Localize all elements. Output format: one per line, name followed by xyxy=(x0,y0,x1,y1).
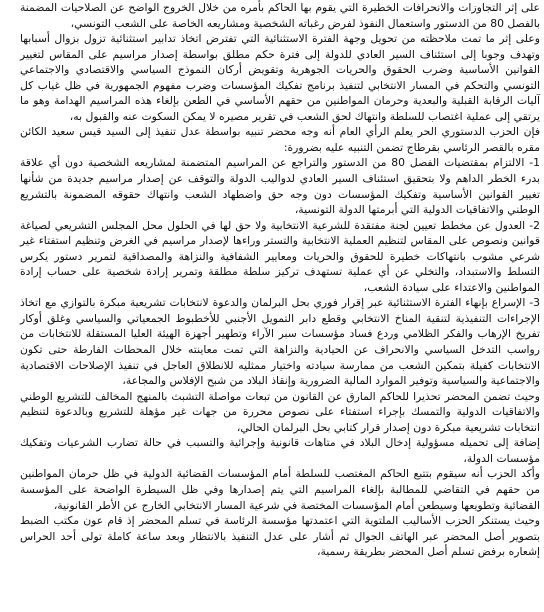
paragraph-demand-3: 3- الإسراع بإنهاء الفترة الاستثنائية عبر إقرار فوري بحل البرلمان والدعوة لانتخابات تشريعية مبكرة بالتوازي مع اتخاذ الإجراءات التنفيذية لتنقية المناخ الانتخابي وقطع دابر التمويل الأجنبي للأخطبوط الجمعياتي والسياسي وغلق أوكار تفريخ الإرهاب والفكر الظلامي وردع فساد مؤسسات سبر الآراء وتطهير أجهزة الهيئة العليا المستقلة للانتخابات من رواسب التدخل السياسي والانحراف عن الحيادية والنزاهة التي تمت معاينته خلال المحطات الفارطة حتى تكون الانتخابات كفيلة بتمكين الشعب من ممارسة سيادته واختيار ممثليه للانطلاق العاجل في تنفيذ الإصلاحات الاقتصادية والاجتماعية والسياسية وتوفير الموارد المالية الضرورية وإنقاذ البلاد من شبح الإفلاس والمجاعة، xyxy=(20,296,540,388)
paragraph-demand-2: 2- العدول عن مخطط تعيين لجنة مفتقدة للشرعية الانتخابية ولا حق لها في الحلول محل المجلس التشريعي لصياغة قوانين ونصوص على المقاس لتنظيم العملية الانتخابية والتستر وراءها لإصدار مراسيم في الغرض وتنظيم استفتاء غير شرعي مشوب بانتهاكات خطيرة للحقوق والحريات ومعايير الشفافية والنزاهة والمصداقية لتمرير دستور يكرس التسلط والاستبداد، والتخلي عن أي عملية تستهدف تركيز سلطة مطلقة وتمرير إرادة شخصية على حساب إرادة المواطنين والاعتداء على سيادة الشعب، xyxy=(20,218,540,294)
paragraph-demand-1: 1- الالتزام بمقتضيات الفصل 80 من الدستور والتراجع عن المراسيم المتضمنة لمشاريعه الشخصية دون أي علاقة بدرء الخطر الداهم ولا بتحقيق استئناف السير العادي لدواليب الدولة والتوقف عن إصدار مراسيم جديدة من شأنها تغيير القوانين الأساسية وتفكيك المؤسسات دون وجه حق واضطهاد الشعب وانتهاك حقوقه المضمونة بالتشريع الوطني والاتفاقيات الدولية التي أبرمتها الدولة التونسية، xyxy=(20,156,540,217)
paragraph-notice-intro: فإن الحزب الدستوري الحر يعلم الرأي العام أنه وجه محضر تنبيه بواسطة عدل تنفيذ إلى السيد قيس سعيد الكائن مقره بالقصر الرئاسي بقرطاج تضمن التنبيه عليه بضرورة: xyxy=(20,125,540,154)
paragraph-responsibility: إضافة إلى تحميله مسؤولية إدخال البلاد في متاهات قانونية وإجرائية والتسبب في حالة تضارب الشرعيات وتفكيك مؤسسات الدولة، xyxy=(20,436,540,465)
paragraph-warning: وحيث تضمن المحضر تحذيرا للحاكم المارق عن القانون من تبعات مواصلة التشبث بالمنهج المخالف للتشريع الوطني والاتفاقيات الدولية والتمسك بإجراء استفتاء على نصوص محررة من جهات غير مؤهلة للتشريع وبالدعوة لتنظيم انتخابات تشريعية مبكرة دون إصدار قرار كتابي بحل البرلمان الحالي، xyxy=(20,389,540,434)
paragraph-condemnation: وحيث يستنكر الحزب الأساليب الملتوية التي اعتمدتها مؤسسة الرئاسة في تسلم المحضر إذ قام عون مكتب الضبط بتصوير أصل المحضر عبر الهاتف الجوال ثم أشار على عدل التنفيذ بالانتظار وبعد ساعة كاملة تولى أحد الحراس إشعاره برفض تسلم أصل المحضر بطريقة رسمية، xyxy=(20,514,540,559)
paragraph-observation: وعلى إثر ما تمت ملاحظته من تحويل وجهة الفترة الاستثنائية التي تفترض اتخاذ تدابير استثنائية تزول بزوال أسبابها وتهدف وجوبا إلى استئناف السير العادي للدولة إلى فترة حكم مطلق بواسطة إصدار مراسيم على المقاس لتغيير القوانين الأساسية وضرب الحقوق والحريات الجوهرية وتقويض أركان النموذج السياسي والاقتصادي والاجتماعي التونسي والتحكم في المسار الانتخابي لتنفيذ برنامج تفكيك المؤسسات وضرب مفهوم الجمهورية في ظل غياب كل آليات الرقابة القبلية والبعدية وحرمان المواطنين من حقهم الأساسي في الطعن بإلغاء هذه المراسيم الهدامة وهو ما يرتقي إلى عملية اغتصاب للسلطة وانتهاك لحق الشعب في تقرير مصيره لا يمكن السكوت عنه والقبول به، xyxy=(20,32,540,123)
paragraph-preamble: على إثر التجاوزات والانحرافات الخطيرة التي يقوم بها الحاكم بأمره من خلال الخروج الواضح عن الصلاحيات المضمنة بالفصل 80 من الدستور واستعمال النفوذ لفرض رغباته الشخصية ومشاريعه الخاصة على الشعب التونسي، xyxy=(20,1,540,30)
article-body xyxy=(12,0,544,612)
paragraph-prosecution: وأكد الحزب أنه سيقوم بتتبع الحاكم المغتصب للسلطة أمام المؤسسات القضائية الدولية في ظل حرمان المواطنين من حقهم في التقاضي للمطالبة بإلغاء المراسيم التي يتم إصدارها وفي ظل السيطرة الواضحة على المؤسسة القضائية وتطويعها وسيطعن أمام المؤسسات المختصة في شرعية المسار الانتخابي الخارج عن الأطر القانونية، xyxy=(20,467,540,512)
